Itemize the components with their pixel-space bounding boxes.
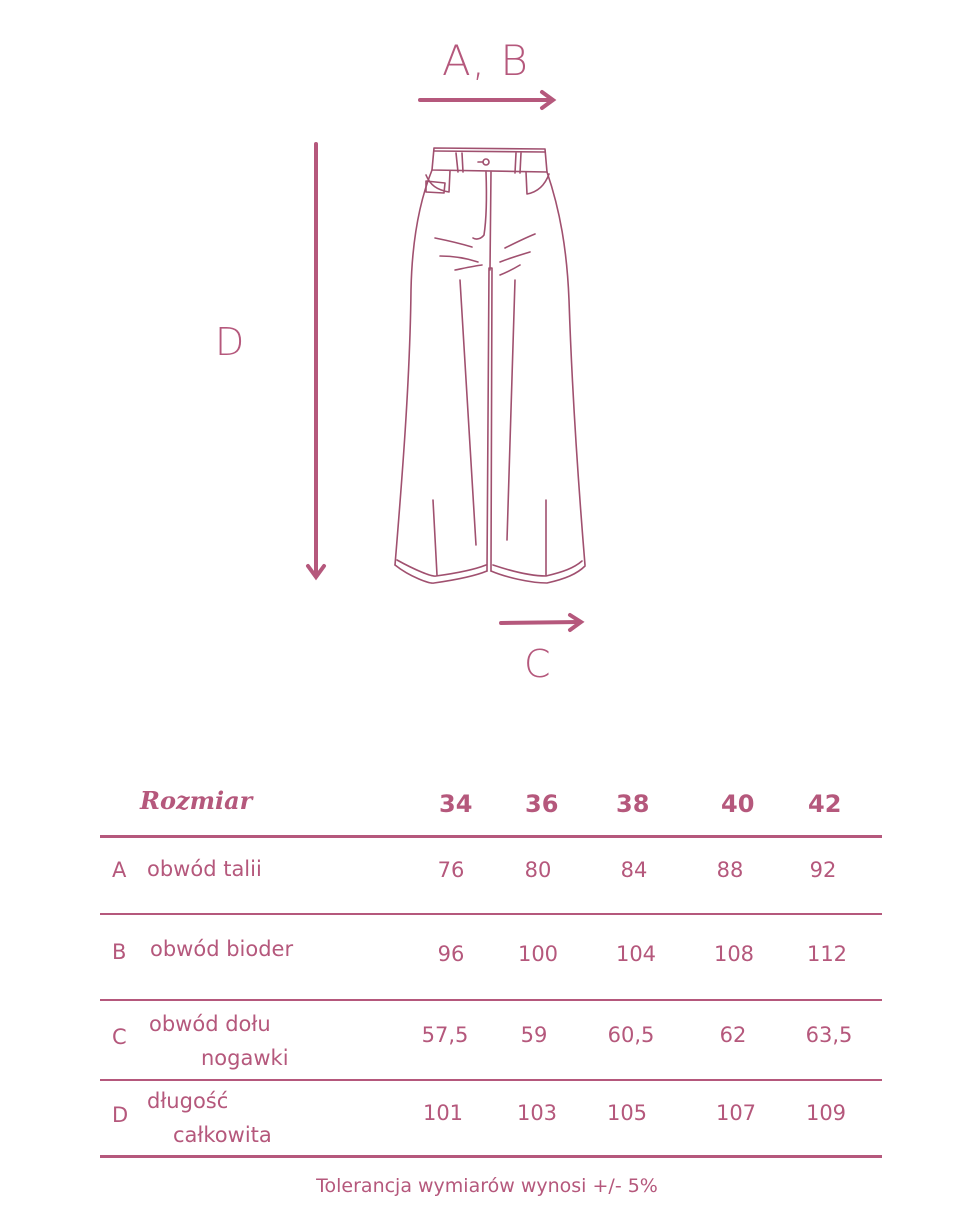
value-cell: 59 <box>520 1023 548 1047</box>
size-header-title: Rozmiar <box>140 786 253 815</box>
row-divider <box>100 999 882 1001</box>
row-label: obwód talii <box>147 857 262 881</box>
value-cell: 80 <box>524 858 552 882</box>
value-cell: 57,5 <box>421 1023 469 1047</box>
row-letter: D <box>112 1103 129 1127</box>
row-label-line2: nogawki <box>201 1046 289 1070</box>
size-table <box>100 780 882 1147</box>
row-label-line1: długość <box>147 1089 229 1113</box>
value-cell: 76 <box>437 858 465 882</box>
size-40: 40 <box>721 790 755 818</box>
diagram-label-c: C <box>524 642 551 686</box>
row-letter: B <box>112 940 127 964</box>
row-letter: A <box>112 858 127 882</box>
pants-outline <box>395 148 585 583</box>
header-divider <box>100 835 882 838</box>
size-38: 38 <box>616 790 650 818</box>
value-cell: 60,5 <box>607 1023 655 1047</box>
row-divider <box>100 1079 882 1081</box>
waist-hip-arrow <box>420 92 553 108</box>
value-cell: 63,5 <box>805 1023 853 1047</box>
size-36: 36 <box>525 790 559 818</box>
hem-arrow <box>501 615 581 630</box>
value-cell: 101 <box>422 1101 464 1125</box>
size-34: 34 <box>439 790 473 818</box>
row-label: obwód bioder <box>150 937 294 961</box>
row-letter: C <box>112 1025 127 1049</box>
value-cell: 107 <box>715 1101 757 1125</box>
diagram-label-ab: A, B <box>442 36 529 85</box>
value-cell: 62 <box>719 1023 747 1047</box>
value-cell: 96 <box>437 942 465 966</box>
value-cell: 103 <box>516 1101 558 1125</box>
length-arrow <box>308 144 324 577</box>
value-cell: 100 <box>517 942 559 966</box>
value-cell: 109 <box>805 1101 847 1125</box>
value-cell: 112 <box>806 942 848 966</box>
size-42: 42 <box>808 790 842 818</box>
value-cell: 105 <box>606 1101 648 1125</box>
table-bottom-rule <box>100 1155 882 1158</box>
row-label-line2: całkowita <box>173 1123 272 1147</box>
row-label-line1: obwód dołu <box>149 1012 271 1036</box>
value-cell: 84 <box>620 858 648 882</box>
value-cell: 88 <box>716 858 744 882</box>
value-cell: 104 <box>615 942 657 966</box>
size-table-header <box>100 780 882 836</box>
row-divider <box>100 913 882 915</box>
diagram-label-d: D <box>215 320 245 364</box>
tolerance-note: Tolerancja wymiarów wynosi +/- 5% <box>316 1175 658 1197</box>
value-cell: 92 <box>809 858 837 882</box>
value-cell: 108 <box>713 942 755 966</box>
